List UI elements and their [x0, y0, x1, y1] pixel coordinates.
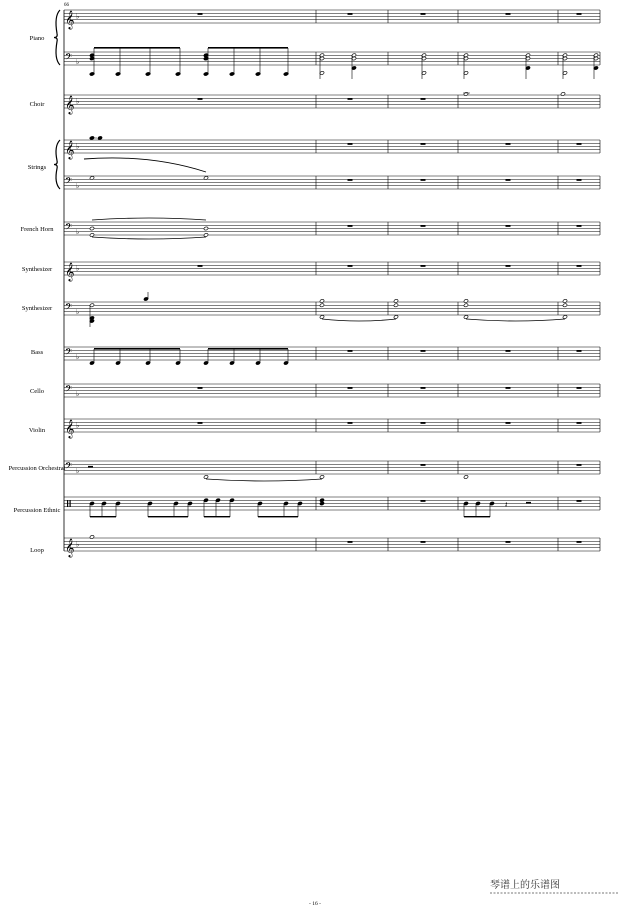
staff	[64, 176, 600, 190]
whole-rest-icon	[577, 541, 582, 543]
whole-rest-icon	[506, 265, 511, 267]
instrument-label: Violin	[28, 427, 46, 434]
bass-clef-icon: 𝄢	[65, 221, 73, 235]
treble-clef-icon: 𝄞	[65, 140, 75, 159]
whole-rest-icon	[348, 98, 353, 100]
instrument-label: Percussion Orchestral	[8, 465, 66, 472]
bass-clef-icon: 𝄢	[65, 460, 73, 474]
flat-icon: ♭	[76, 12, 80, 21]
quarter-rest-icon: 𝄽	[505, 499, 508, 509]
whole-rest-icon	[577, 179, 582, 181]
flat-icon: ♭	[76, 227, 80, 236]
whole-rest-icon	[421, 500, 426, 502]
flat-icon: ♭	[76, 466, 80, 475]
whole-rest-icon	[348, 179, 353, 181]
whole-rest-icon	[421, 464, 426, 466]
instrument-label: Piano	[29, 35, 45, 42]
treble-clef-icon: 𝄞	[65, 10, 75, 29]
whole-rest-icon	[421, 541, 426, 543]
beam	[208, 47, 288, 49]
whole-rest-icon	[421, 143, 426, 145]
note-head	[464, 299, 469, 303]
whole-rest-icon	[577, 464, 582, 466]
whole-rest-icon	[348, 225, 353, 227]
instrument-label: French Horn	[20, 226, 54, 233]
beam	[94, 348, 180, 350]
whole-rest-icon	[198, 387, 203, 389]
whole-rest-icon	[577, 265, 582, 267]
instrument-label: Strings	[27, 164, 47, 171]
note-head	[204, 226, 209, 230]
staff	[64, 419, 600, 439]
note-head	[204, 233, 209, 237]
whole-rest-icon	[348, 143, 353, 145]
staff-system	[9, 3, 600, 558]
flat-icon: ♭	[76, 181, 80, 190]
instrument-label: Cello	[29, 388, 45, 395]
watermark-logo	[484, 876, 624, 898]
whole-rest-icon	[348, 541, 353, 543]
whole-rest-icon	[506, 143, 511, 145]
flat-icon: ♭	[76, 421, 80, 430]
note-head	[98, 136, 103, 140]
whole-rest-icon	[506, 13, 511, 15]
instrument-label: Synthesizer	[21, 305, 53, 312]
note-head	[561, 92, 566, 96]
whole-rest-icon	[577, 422, 582, 424]
watermark-text: 琴谱上的乐谱图	[490, 880, 560, 891]
whole-rest-icon	[348, 265, 353, 267]
flat-icon: ♭	[76, 97, 80, 106]
half-rest-icon	[88, 466, 93, 468]
whole-rest-icon	[577, 143, 582, 145]
staff	[64, 497, 600, 510]
treble-clef-icon: 𝄞	[65, 419, 75, 438]
whole-rest-icon	[506, 541, 511, 543]
treble-clef-icon: 𝄞	[65, 262, 75, 281]
half-rest-icon	[526, 502, 531, 504]
bass-clef-icon: 𝄢	[65, 301, 73, 315]
whole-rest-icon	[506, 422, 511, 424]
staff	[64, 140, 600, 160]
whole-rest-icon	[348, 350, 353, 352]
whole-rest-icon	[506, 350, 511, 352]
note-head	[464, 303, 469, 307]
instrument-label: Percussion Ethnic	[13, 507, 61, 514]
note-head	[204, 475, 209, 479]
piano-brace-icon	[54, 10, 60, 65]
beam	[148, 516, 188, 517]
staff	[64, 384, 600, 398]
whole-rest-icon	[198, 98, 203, 100]
staff	[64, 222, 600, 236]
note-head	[90, 226, 95, 230]
note-head	[90, 535, 95, 539]
whole-rest-icon	[421, 387, 426, 389]
tie	[92, 237, 206, 239]
note-head	[464, 92, 469, 96]
staff	[64, 538, 600, 558]
whole-rest-icon	[348, 13, 353, 15]
tie	[92, 218, 206, 220]
flat-icon: ♭	[76, 264, 80, 273]
beam	[204, 516, 230, 517]
whole-rest-icon	[506, 387, 511, 389]
note-head	[563, 299, 568, 303]
instrument-label: Loop	[30, 547, 44, 554]
staff	[64, 52, 600, 66]
whole-rest-icon	[506, 179, 511, 181]
note-head	[464, 315, 469, 319]
note-head	[394, 303, 399, 307]
instrument-label: Bass	[30, 349, 44, 356]
bass-clef-icon: 𝄢	[65, 175, 73, 189]
beam	[94, 47, 180, 49]
note-head	[320, 501, 325, 505]
whole-rest-icon	[421, 179, 426, 181]
tie	[466, 319, 565, 321]
strings-brace-icon	[54, 140, 60, 189]
flat-icon: ♭	[76, 57, 80, 66]
percussion-clef-icon	[67, 500, 68, 507]
note-head	[90, 233, 95, 237]
whole-rest-icon	[577, 13, 582, 15]
music-notation	[84, 13, 598, 543]
page-number: - 16 -	[309, 901, 321, 907]
note-head	[320, 299, 325, 303]
staff	[64, 461, 600, 475]
whole-rest-icon	[198, 265, 203, 267]
bass-clef-icon: 𝄢	[65, 346, 73, 360]
tie	[322, 319, 396, 321]
whole-rest-icon	[577, 500, 582, 502]
measure-number: 66	[64, 3, 69, 8]
note-head	[394, 315, 399, 319]
whole-rest-icon	[577, 225, 582, 227]
note-head	[320, 303, 325, 307]
bass-clef-icon: 𝄢	[65, 383, 73, 397]
staff	[64, 95, 600, 115]
whole-rest-icon	[506, 225, 511, 227]
note-head	[320, 315, 325, 319]
beam	[208, 348, 288, 350]
instrument-label: Synthesizer	[21, 266, 53, 273]
note-head	[563, 315, 568, 319]
whole-rest-icon	[198, 13, 203, 15]
whole-rest-icon	[421, 350, 426, 352]
flat-icon: ♭	[76, 142, 80, 151]
staff	[64, 302, 600, 316]
beam	[90, 516, 116, 517]
bass-clef-icon: 𝄢	[65, 51, 73, 65]
staff	[64, 10, 600, 30]
note-head	[563, 303, 568, 307]
whole-rest-icon	[348, 387, 353, 389]
flat-icon: ♭	[76, 540, 80, 549]
beam	[258, 516, 298, 517]
whole-rest-icon	[577, 387, 582, 389]
whole-rest-icon	[421, 98, 426, 100]
treble-clef-icon: 𝄞	[65, 95, 75, 114]
instrument-label: Choir	[29, 101, 45, 108]
percussion-clef-icon	[70, 500, 71, 507]
treble-clef-icon: 𝄞	[65, 538, 75, 557]
flat-icon: ♭	[76, 389, 80, 398]
slur	[84, 158, 206, 172]
note-head	[394, 299, 399, 303]
whole-rest-icon	[421, 422, 426, 424]
whole-rest-icon	[421, 225, 426, 227]
whole-rest-icon	[577, 350, 582, 352]
note-head	[464, 475, 469, 479]
staff	[64, 262, 600, 282]
tie	[206, 479, 322, 481]
flat-icon: ♭	[76, 352, 80, 361]
whole-rest-icon	[421, 13, 426, 15]
flat-icon: ♭	[76, 307, 80, 316]
whole-rest-icon	[421, 265, 426, 267]
whole-rest-icon	[348, 422, 353, 424]
note-head	[320, 475, 325, 479]
beam	[464, 516, 490, 517]
whole-rest-icon	[198, 422, 203, 424]
